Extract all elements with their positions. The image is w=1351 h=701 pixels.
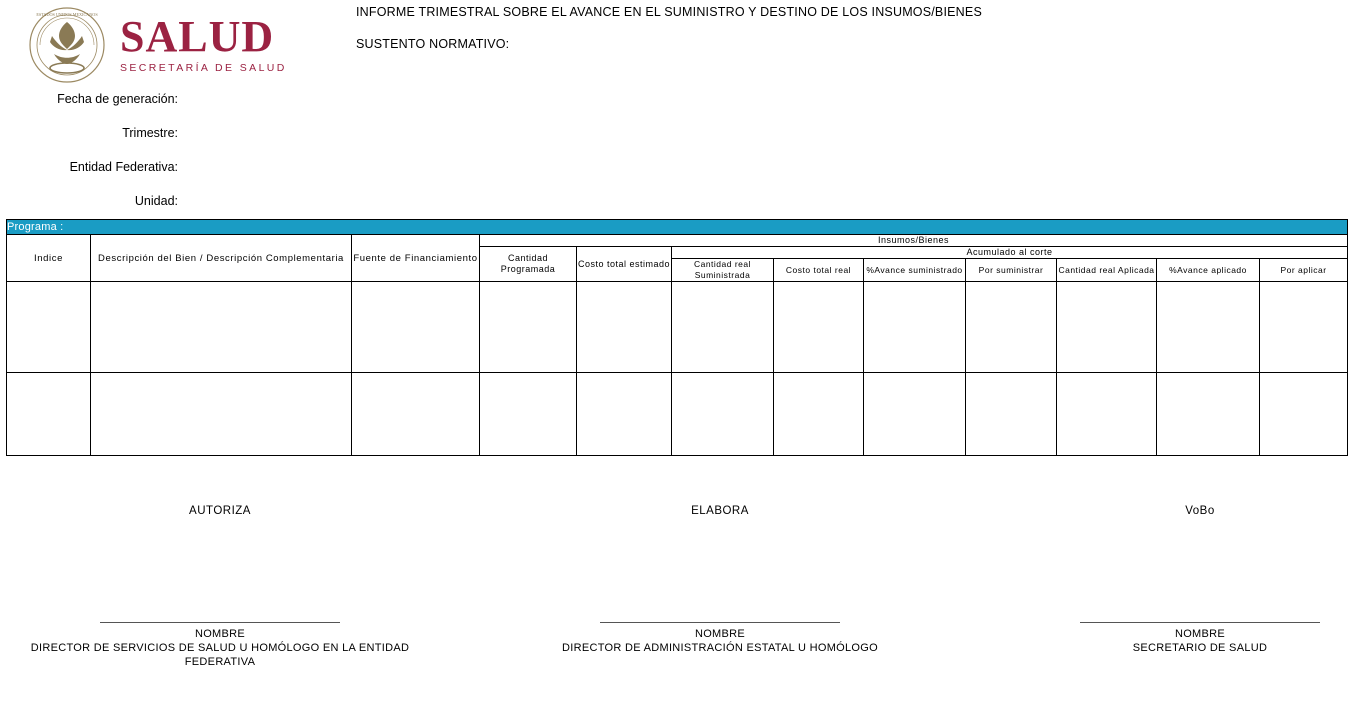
cell-avance-suministrado[interactable] [864, 373, 966, 456]
col-header-por-aplicar: Por aplicar [1260, 259, 1348, 282]
cell-por-suministrar[interactable] [966, 373, 1057, 456]
meta-label-trimestre: Trimestre: [122, 126, 178, 140]
signature-title: SECRETARIO DE SALUD [1132, 642, 1268, 654]
cell-fuente[interactable] [352, 373, 480, 456]
cell-indice[interactable] [7, 373, 91, 456]
col-header-avance-aplicado: %Avance aplicado [1157, 259, 1260, 282]
cell-por-suministrar[interactable] [966, 282, 1057, 373]
insumos-table-container [6, 219, 1347, 456]
signature-line [600, 622, 840, 623]
col-group-acumulado-al-corte: Acumulado al corte [672, 247, 1348, 259]
document-meta-fields [0, 92, 360, 228]
programa-bar: Programa : [7, 220, 1348, 235]
meta-row-trimestre [0, 126, 360, 160]
signature-block-vobo [990, 505, 1351, 655]
sustento-normativo-label: SUSTENTO NORMATIVO: [356, 37, 510, 51]
cell-costo-total-estimado[interactable] [577, 373, 672, 456]
cell-avance-suministrado[interactable] [864, 282, 966, 373]
col-header-indice: Indice [7, 235, 91, 282]
col-header-fuente: Fuente de Financiamiento [352, 235, 480, 282]
col-header-cantidad-programada: Cantidad Programada [480, 247, 577, 282]
cell-por-aplicar[interactable] [1260, 373, 1348, 456]
signature-name: NOMBRE [694, 628, 746, 640]
cell-fuente[interactable] [352, 282, 480, 373]
svg-text:ESTADOS UNIDOS MEXICANOS: ESTADOS UNIDOS MEXICANOS [36, 12, 98, 17]
signature-role-elabora: ELABORA [691, 505, 749, 517]
meta-label-entidad: Entidad Federativa: [69, 160, 178, 174]
document-header [0, 0, 1351, 95]
table-row[interactable] [7, 282, 1348, 373]
salud-logo [28, 4, 328, 90]
col-group-insumos-bienes: Insumos/Bienes [480, 235, 1348, 247]
meta-row-fecha [0, 92, 360, 126]
col-header-cantidad-real-suministrada: Cantidad real Suministrada [672, 259, 774, 282]
cell-cantidad-real-aplicada[interactable] [1057, 282, 1157, 373]
signature-role-autoriza: AUTORIZA [189, 505, 251, 517]
page-title: INFORME TRIMESTRAL SOBRE EL AVANCE EN EL SUMINISTRO Y DESTINO DE LOS INSUMOS/BIENES [356, 5, 982, 19]
col-header-avance-suministrado: %Avance suministrado [864, 259, 966, 282]
col-header-costo-total-estimado: Costo total estimado [577, 247, 672, 282]
signature-title: DIRECTOR DE ADMINISTRACIÓN ESTATAL U HOMÓLOGO [561, 642, 879, 654]
cell-costo-total-real[interactable] [774, 373, 864, 456]
col-header-por-suministrar: Por suministrar [966, 259, 1057, 282]
header-row-groups [7, 235, 1348, 247]
cell-indice[interactable] [7, 282, 91, 373]
cell-costo-total-estimado[interactable] [577, 282, 672, 373]
signature-block-autoriza [10, 505, 430, 669]
col-header-cantidad-real-aplicada: Cantidad real Aplicada [1057, 259, 1157, 282]
signature-name: NOMBRE [1174, 628, 1226, 640]
signature-block-elabora [510, 505, 930, 655]
cell-descripcion[interactable] [91, 282, 352, 373]
signature-name: NOMBRE [194, 628, 246, 640]
signature-line [1080, 622, 1320, 623]
cell-cantidad-programada[interactable] [480, 282, 577, 373]
cell-cantidad-real-suministrada[interactable] [672, 282, 774, 373]
signature-role-vobo: VoBo [1185, 505, 1215, 517]
programa-bar-row [7, 220, 1348, 235]
signature-section [0, 505, 1351, 695]
meta-label-unidad: Unidad: [134, 194, 178, 208]
table-row[interactable] [7, 373, 1348, 456]
cell-descripcion[interactable] [91, 373, 352, 456]
signature-line [100, 622, 340, 623]
mexico-eagle-emblem-icon [28, 6, 106, 84]
meta-label-fecha: Fecha de generación: [57, 92, 178, 106]
logo-subtitle: SECRETARÍA DE SALUD [120, 62, 287, 74]
cell-avance-aplicado[interactable] [1157, 373, 1260, 456]
logo-wordmark: SALUD [120, 12, 275, 61]
cell-costo-total-real[interactable] [774, 282, 864, 373]
insumos-table [6, 219, 1348, 456]
cell-cantidad-real-suministrada[interactable] [672, 373, 774, 456]
meta-row-entidad [0, 160, 360, 194]
cell-avance-aplicado[interactable] [1157, 282, 1260, 373]
col-header-descripcion: Descripción del Bien / Descripción Complementaria [91, 235, 352, 282]
signature-title: DIRECTOR DE SERVICIOS DE SALUD U HOMÓLOGO EN LA ENTIDAD FEDERATIVA [30, 642, 410, 668]
cell-cantidad-real-aplicada[interactable] [1057, 373, 1157, 456]
cell-por-aplicar[interactable] [1260, 282, 1348, 373]
col-header-costo-total-real: Costo total real [774, 259, 864, 282]
cell-cantidad-programada[interactable] [480, 373, 577, 456]
